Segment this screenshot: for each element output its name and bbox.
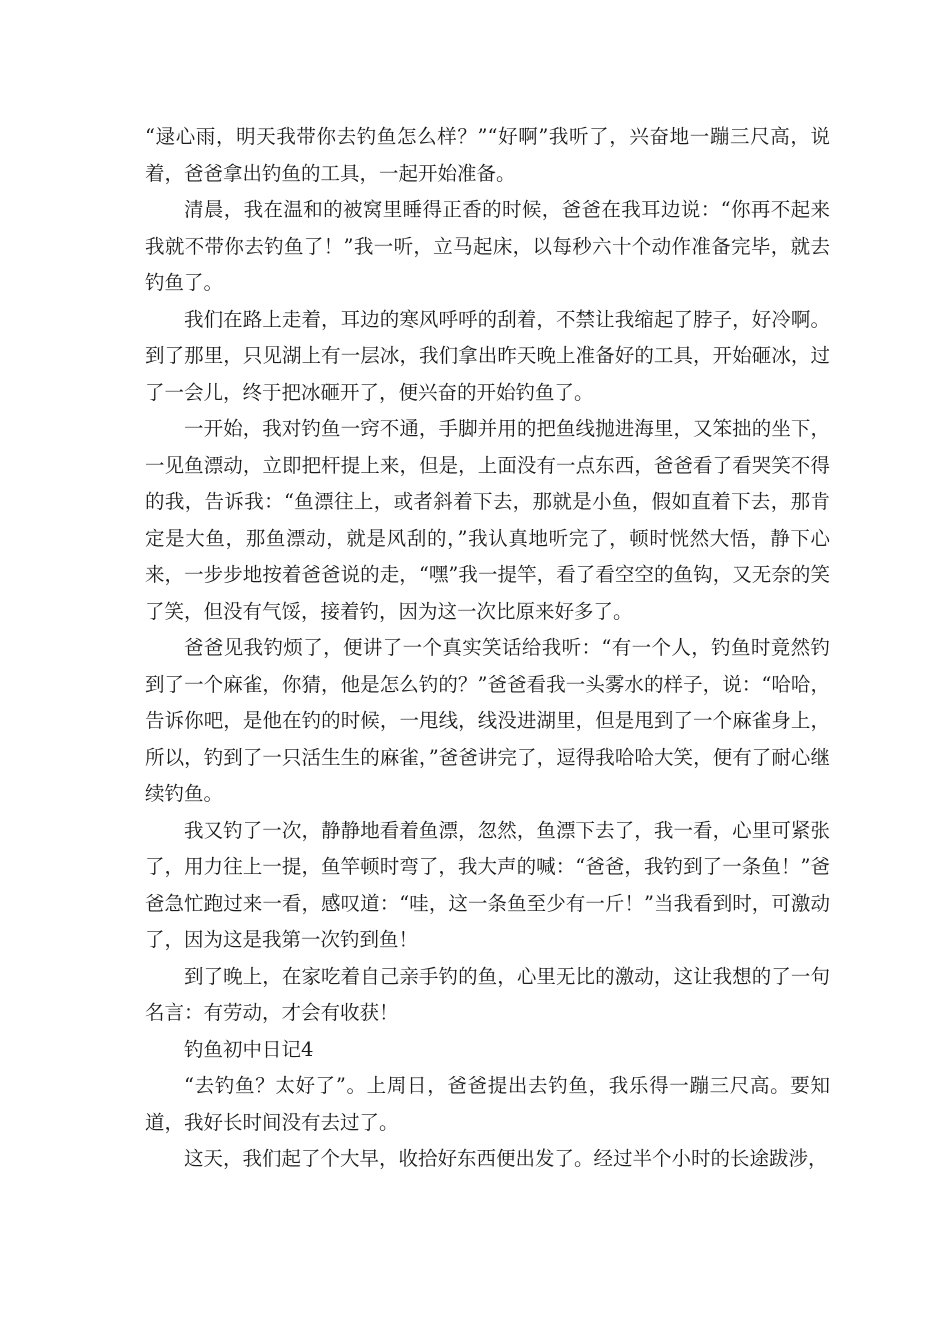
paragraph-9: 这天，我们起了个大早，收拾好东西便出发了。经过半个小时的长途跋涉，	[184, 1147, 828, 1170]
paragraph-1: “逯心雨，明天我带你去钓鱼怎么样？”“好啊”我听了，兴奋地一蹦三尺高，说着，爸爸拿出钓鱼的工具，一起开始准备。	[145, 125, 830, 185]
paragraph-2: 清晨，我在温和的被窝里睡得正香的时候，爸爸在我耳边说：“你再不起来我就不带你去钓鱼了！”我一听，立马起床，以每秒六十个动作准备完毕，就去钓鱼了。	[145, 198, 830, 294]
paragraph-3: 我们在路上走着，耳边的寒风呼呼的刮着，不禁让我缩起了脖子，好冷啊。到了那里，只见湖上有一层冰，我们拿出昨天晚上准备好的工具，开始砸冰，过了一会儿，终于把冰砸开了，便兴奋的开始钓鱼了。	[145, 307, 830, 404]
document-body	[145, 119, 830, 1178]
paragraph-8: “去钓鱼？太好了”。上周日，爸爸提出去钓鱼，我乐得一蹦三尺高。要知道，我好长时间没有去过了。	[145, 1074, 830, 1134]
paragraph-4: 一开始，我对钓鱼一窍不通，手脚并用的把鱼线抛进海里，又笨拙的坐下，一见鱼漂动，立即把杆提上来，但是，上面没有一点东西，爸爸看了看哭笑不得的我，告诉我：“鱼漂往上，或者斜着下去，那就是小鱼，假如直着下去，那肯定是大鱼，那鱼漂动，就是风刮的，”我认真地听完了，顿时恍然大悟，静下心来，一步步地按着爸爸说的走，“嘿”我一提竿，看了看空空的鱼钩，又无奈的笑了笑，但没有气馁，接着钓，因为这一次比原来好多了。	[145, 417, 830, 623]
paragraph-6: 我又钓了一次，静静地看着鱼漂，忽然，鱼漂下去了，我一看，心里可紧张了，用力往上一提，鱼竿顿时弯了，我大声的喊：“爸爸，我钓到了一条鱼！”爸爸急忙跑过来一看，感叹道：“哇，这一条鱼至少有一斤！”当我看到时，可激动了，因为这是我第一次钓到鱼！	[145, 818, 830, 951]
paragraph-7: 到了晚上，在家吃着自己亲手钓的鱼，心里无比的激动，这让我想的了一句名言：有劳动，才会有收获！	[145, 964, 830, 1024]
section-heading: 钓鱼初中日记4	[184, 1037, 314, 1061]
paragraph-5: 爸爸见我钓烦了，便讲了一个真实笑话给我听：“有一个人，钓鱼时竟然钓到了一个麻雀，你猜，他是怎么钓的？”爸爸看我一头雾水的样子，说：“哈哈，告诉你吧，是他在钓的时候，一甩线，线没进湖里，但是甩到了一个麻雀身上，所以，钓到了一只活生生的麻雀，”爸爸讲完了，逗得我哈哈大笑，便有了耐心继续钓鱼。	[145, 636, 830, 805]
